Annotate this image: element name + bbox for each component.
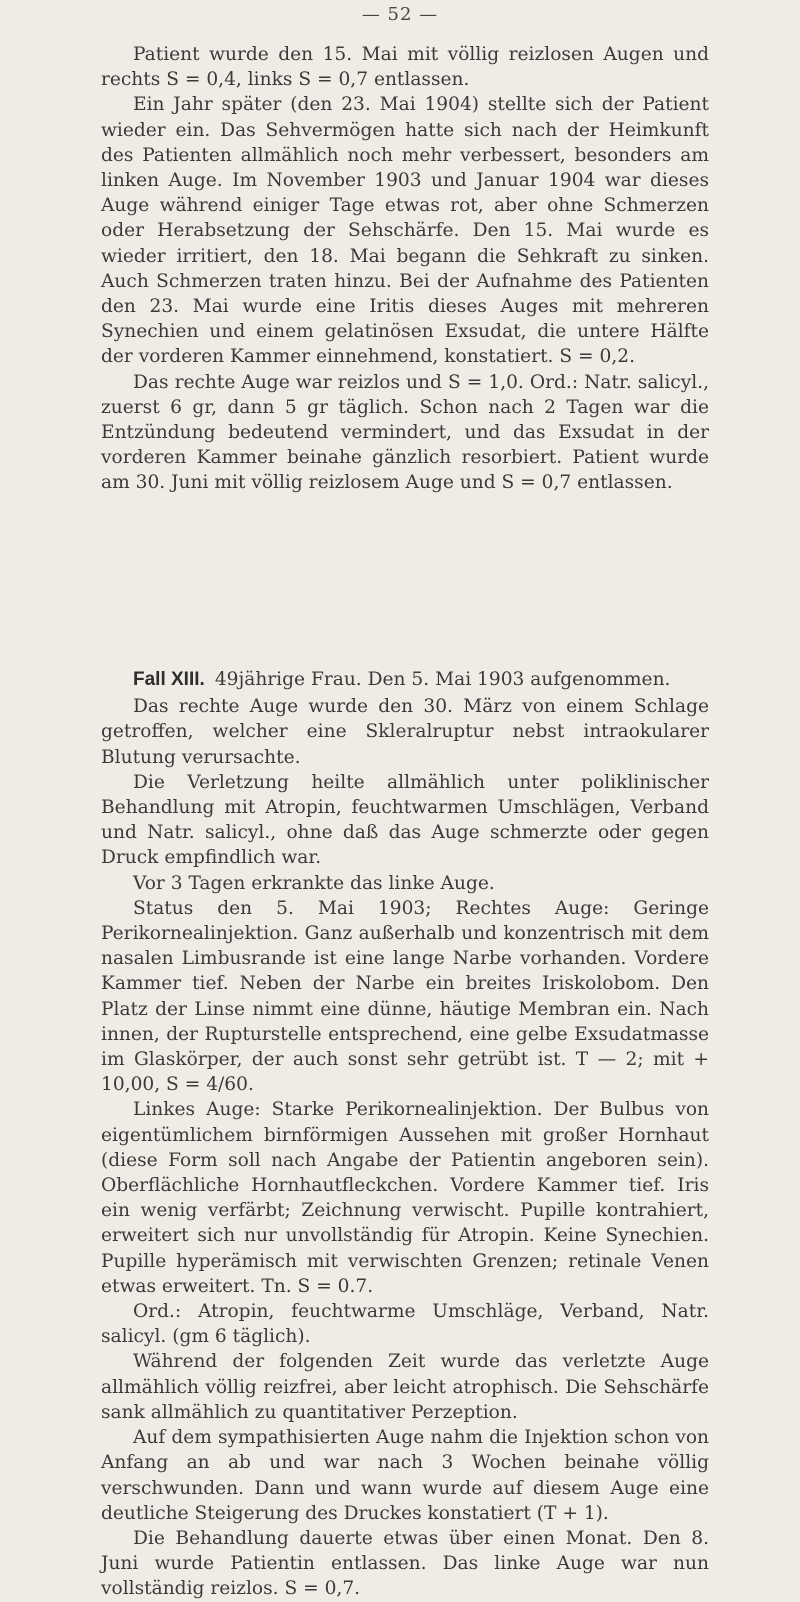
paragraph: Die Verletzung heilte allmählich unter poliklinischer Behandlung mit Atropin, feuchtwarmen Umschlägen, Verband und Natr. salicyl., ohne daß das Auge schmerzte oder gegen Druck empfindlich war. [101, 771, 709, 869]
paragraph: Patient wurde den 15. Mai mit völlig reizlosen Augen und rechts S = 0,4, links S = 0,7 entlassen. [101, 44, 709, 91]
paragraph: Während der folgenden Zeit wurde das verletzte Auge allmählich völlig reizfrei, aber leicht atrophisch. Die Sehschärfe sank allmählich zu quantitativer Perzeption. [101, 1351, 709, 1423]
paragraph: Status den 5. Mai 1903; Rechtes Auge: Geringe Perikornealinjektion. Ganz außerhalb und konzentrisch mit dem nasalen Limbusrande ist eine lange Narbe vorhanden. Vordere Kammer tief. Neben der Narbe ein breites Iriskolobom. Den Platz der Linse nimmt eine dünne, häutige Membran ein. Nach innen, der Rupturstelle entsprechend, eine gelbe Exsudatmasse im Glaskörper, der auch sonst sehr getrübt ist. T — 2; mit + 10,00, S = 4/60. [101, 897, 709, 1096]
paragraph: Linkes Auge: Starke Perikornealinjektion. Der Bulbus von eigentümlichem birnförmigen Aussehen mit großer Hornhaut (diese Form soll nach Angabe der Patientin angeboren sein). Oberflächliche Hornhautfleckchen. Vordere Kammer tief. Iris ein wenig verfärbt; Zeichnung verwischt. Pupille kontrahiert, erweitert sich nur unvollständig für Atropin. Keine Synechien. Pupille hyperämisch mit verwischten Grenzen; retinale Venen etwas erweitert. Tn. S = 0.7. [101, 1099, 709, 1297]
text-block-top [101, 42, 709, 496]
case-title: Fall XIII. [133, 669, 205, 690]
paragraph: Vor 3 Tagen erkrankte das linke Auge. [133, 872, 495, 894]
paragraph: Ein Jahr später (den 23. Mai 1904) stellte sich der Patient wieder ein. Das Sehvermögen hatte sich nach der Heimkunft des Patienten allmählich noch mehr verbessert, besonders am linken Auge. Im November 1903 und Januar 1904 war dieses Auge während einiger Tage etwas rot, aber ohne Schmerzen oder Herabsetzung der Sehschärfe. Den 15. Mai wurde es wieder irritiert, den 18. Mai begann die Sehkraft zu sinken. Auch Schmerzen traten hinzu. Bei der Aufnahme des Patienten den 23. Mai wurde eine Iritis dieses Auges mit mehreren Synechien und einem gelatinösen Exsudat, die untere Hälfte der vorderen Kammer einnehmend, konstatiert. S = 0,2. [101, 94, 709, 368]
case-heading [101, 667, 709, 692]
case-intro: 49jährige Frau. Den 5. Mai 1903 aufgenommen. [214, 669, 671, 690]
paragraph: Ord.: Atropin, feuchtwarme Umschläge, Verband, Natr. salicyl. (gm 6 täglich). [101, 1301, 709, 1348]
page-number: — 52 — [361, 4, 439, 25]
paragraph: Die Behandlung dauerte etwas über einen Monat. Den 8. Juni wurde Patientin entlassen. Das linke Auge war nun vollständig reizlos. S = 0,7. [101, 1527, 709, 1600]
case-section [101, 667, 709, 1602]
paragraph: Auf dem sympathisierten Auge nahm die Injektion schon von Anfang an ab und war nach 3 Wochen beinahe völlig verschwunden. Dann und wann wurde auf diesem Auge eine deutliche Steigerung des Druckes konstatiert (T + 1). [101, 1427, 709, 1524]
paragraph: Das rechte Auge wurde den 30. März von einem Schlage getroffen, welcher eine Skleralruptur nebst intraokularer Blutung verursachte. [101, 696, 709, 768]
paragraph: Das rechte Auge war reizlos und S = 1,0. Ord.: Natr. salicyl., zuerst 6 gr, dann 5 gr täglich. Schon nach 2 Tagen war die Entzündung bedeutend vermindert, und das Exsudat in der vorderen Kammer beinahe gänzlich resorbiert. Patient wurde am 30. Juni mit völlig reizlosem Auge und S = 0,7 entlassen. [101, 371, 709, 494]
